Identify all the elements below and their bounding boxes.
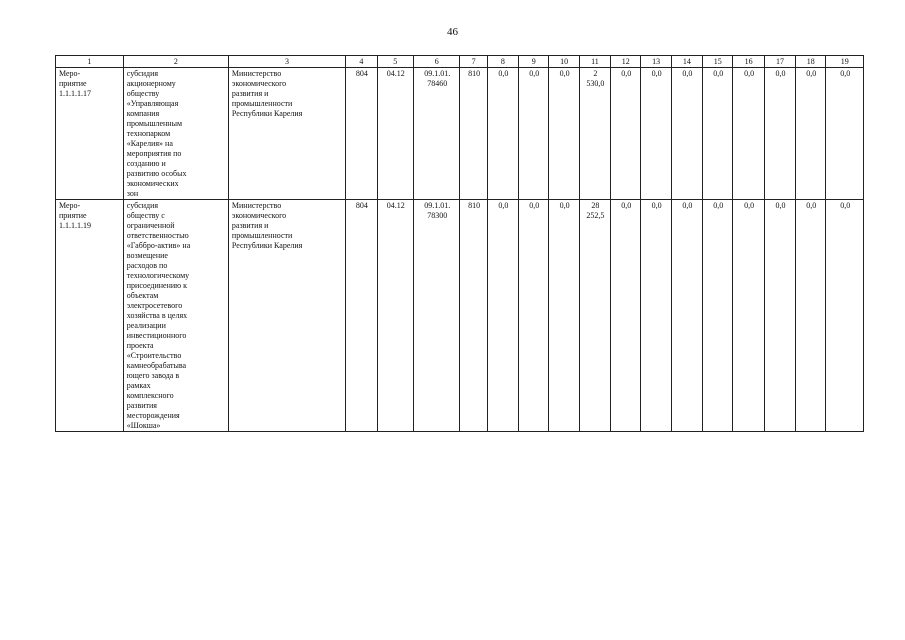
table-cell: 0,0 [549,200,579,432]
table-cell: 0,0 [611,68,641,200]
column-header: 17 [764,56,795,68]
table-cell: 0,0 [641,68,671,200]
table-cell: 0,0 [611,200,641,432]
column-header: 19 [826,56,864,68]
table-cell: субсидия обществу с ограниченной ответственностью «Габбро-актив» на возмещение расходов по технологическому присоединению к объектам электросетевого хозяйства в целях реализации инвестиционного проекта «Строительство камнеобрабатыва ющего завода в рамках комплексного развития месторождения «Шокша» [123,200,228,432]
column-header: 6 [413,56,460,68]
column-header: 2 [123,56,228,68]
table-cell: 0,0 [671,200,702,432]
table-cell: 0,0 [826,200,864,432]
page-number: 46 [447,26,458,38]
table-cell: 804 [346,68,377,200]
table-cell: 0,0 [641,200,671,432]
column-header: 9 [519,56,549,68]
column-header: 11 [579,56,610,68]
table-cell: 09.1.01. 78300 [413,200,460,432]
column-header: 8 [487,56,518,68]
table-cell: Министерство экономического развития и промышленности Республики Карелия [228,200,345,432]
table-header-row [56,56,864,68]
table-cell: 0,0 [764,200,795,432]
column-header: 15 [703,56,733,68]
table-cell: 0,0 [796,200,826,432]
table-cell: 0,0 [703,200,733,432]
table-cell: 0,0 [671,68,702,200]
column-header: 5 [377,56,413,68]
table-cell: 0,0 [703,68,733,200]
budget-table [55,55,864,432]
table-cell: 0,0 [733,200,764,432]
table-cell: 0,0 [549,68,579,200]
table-cell: 0,0 [764,68,795,200]
column-header: 4 [346,56,377,68]
column-header: 12 [611,56,641,68]
column-header: 18 [796,56,826,68]
table-cell: Министерство экономического развития и промышленности Республики Карелия [228,68,345,200]
column-header: 3 [228,56,345,68]
table-cell: Меро- приятие 1.1.1.1.17 [56,68,124,200]
table-cell: 09.1.01. 78460 [413,68,460,200]
table-cell: 04.12 [377,200,413,432]
column-header: 13 [641,56,671,68]
table-cell: 810 [460,68,487,200]
table-cell: 0,0 [519,200,549,432]
column-header: 14 [671,56,702,68]
table-row [56,68,864,200]
table-cell: 0,0 [826,68,864,200]
table-cell: 0,0 [487,68,518,200]
table-row [56,200,864,432]
column-header: 10 [549,56,579,68]
column-header: 16 [733,56,764,68]
table-cell: Меро- приятие 1.1.1.1.19 [56,200,124,432]
table-cell: субсидия акционерному обществу «Управляющая компания промышленным технопарком «Карелия» на мероприятия по созданию и развитию особых экономических зон [123,68,228,200]
column-header: 1 [56,56,124,68]
table-cell: 0,0 [519,68,549,200]
table-cell: 0,0 [733,68,764,200]
table-cell: 810 [460,200,487,432]
table-cell: 28 252,5 [579,200,610,432]
column-header: 7 [460,56,487,68]
table-cell: 804 [346,200,377,432]
table-cell: 2 530,0 [579,68,610,200]
table-cell: 0,0 [796,68,826,200]
table-cell: 04.12 [377,68,413,200]
table-cell: 0,0 [487,200,518,432]
